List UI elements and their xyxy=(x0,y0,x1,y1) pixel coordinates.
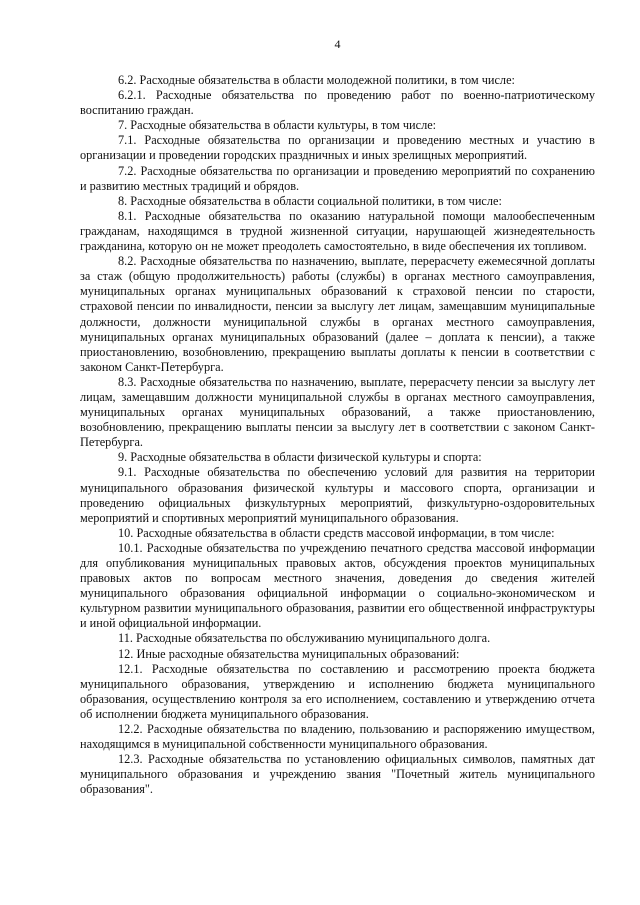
paragraph: 8.3. Расходные обязательства по назначению, выплате, перерасчету пенсии за выслугу лет лицам, замещавшим должности муниципальной службы в органах местного самоуправления, муниципальных органах муниципальных образований, а также приостановлению, возобновлению, прекращению выплаты пенсии за выслугу лет в соответствии с законом Санкт-Петербурга. xyxy=(80,374,595,450)
paragraph: 7. Расходные обязательства в области культуры, в том числе: xyxy=(118,118,437,133)
paragraph: 6.2. Расходные обязательства в области молодежной политики, в том числе: xyxy=(118,73,515,87)
paragraph: 12.1. Расходные обязательства по составлению и рассмотрению проекта бюджета муниципального образования, утверждению и исполнению бюджета муниципального образования, осуществлению контроля за его исполнением, составлению и утверждению отчета об исполнении бюджета муниципального образования. xyxy=(80,661,595,721)
paragraph: 12.2. Расходные обязательства по владению, пользованию и распоряжению имуществом, находящимся в муниципальной собственности муниципального образования. xyxy=(80,722,595,752)
document-body xyxy=(80,73,595,798)
paragraph: 6.2.1. Расходные обязательства по проведению работ по военно-патриотическому воспитанию граждан. xyxy=(80,88,595,118)
paragraph: 8.2. Расходные обязательства по назначению, выплате, перерасчету ежемесячной доплаты за стаж (общую продолжительность) работы (службы) в органах местного самоуправления, муниципальных органах муниципальных образований к страховой пенсии по старости, страховой пенсии по инвалидности, пенсии за выслугу лет лицам, замещавшим муниципальные должности, должности муниципальной службы в органах местного самоуправления, муниципальных органах муниципальных образований (далее – доплата к пенсии), а также приостановлению, возобновлению, прекращению выплаты доплаты к пенсии в соответствии с законом Санкт-Петербурга. xyxy=(80,254,595,374)
paragraph: 10. Расходные обязательства в области средств массовой информации, в том числе: xyxy=(118,525,555,540)
paragraph: 12.3. Расходные обязательства по установлению официальных символов, памятных дат муниципального образования и учреждению звания "Почетный житель муниципального образования". xyxy=(80,752,595,797)
paragraph: 7.2. Расходные обязательства по организации и проведению мероприятий по сохранению и развитию местных традиций и обрядов. xyxy=(80,163,595,193)
page-number: 4 xyxy=(334,37,341,51)
paragraph: 11. Расходные обязательства по обслуживанию муниципального долга. xyxy=(118,631,491,646)
paragraph: 10.1. Расходные обязательства по учреждению печатного средства массовой информации для опубликования муниципальных правовых актов, обсуждения проектов муниципальных правовых актов по вопросам местного значения, доведения до сведения жителей муниципального образования официальной информации о социально-экономическом и культурном развитии муниципального образования, развитии его общественной инфраструктуры и иной официальной информации. xyxy=(80,540,595,631)
paragraph: 12. Иные расходные обязательства муниципальных образований: xyxy=(118,646,460,661)
paragraph: 8.1. Расходные обязательства по оказанию натуральной помощи малообеспеченным гражданам, находящимся в трудной жизненной ситуации, нарушающей жизнедеятельность гражданина, которую он не может преодолеть самостоятельно, в виде обеспечения их топливом. xyxy=(80,208,595,254)
paragraph: 9.1. Расходные обязательства по обеспечению условий для развития на территории муниципального образования физической культуры и массового спорта, организации и проведению официальных физкультурных мероприятий, физкультурно-оздоровительных мероприятий и спортивных мероприятий муниципального образования. xyxy=(80,465,595,525)
paragraph: 8. Расходные обязательства в области социальной политики, в том числе: xyxy=(118,193,502,208)
paragraph: 9. Расходные обязательства в области физической культуры и спорта: xyxy=(118,450,482,465)
paragraph: 7.1. Расходные обязательства по организации и проведению местных и участию в организации и проведении городских праздничных и иных зрелищных мероприятий. xyxy=(80,133,595,163)
